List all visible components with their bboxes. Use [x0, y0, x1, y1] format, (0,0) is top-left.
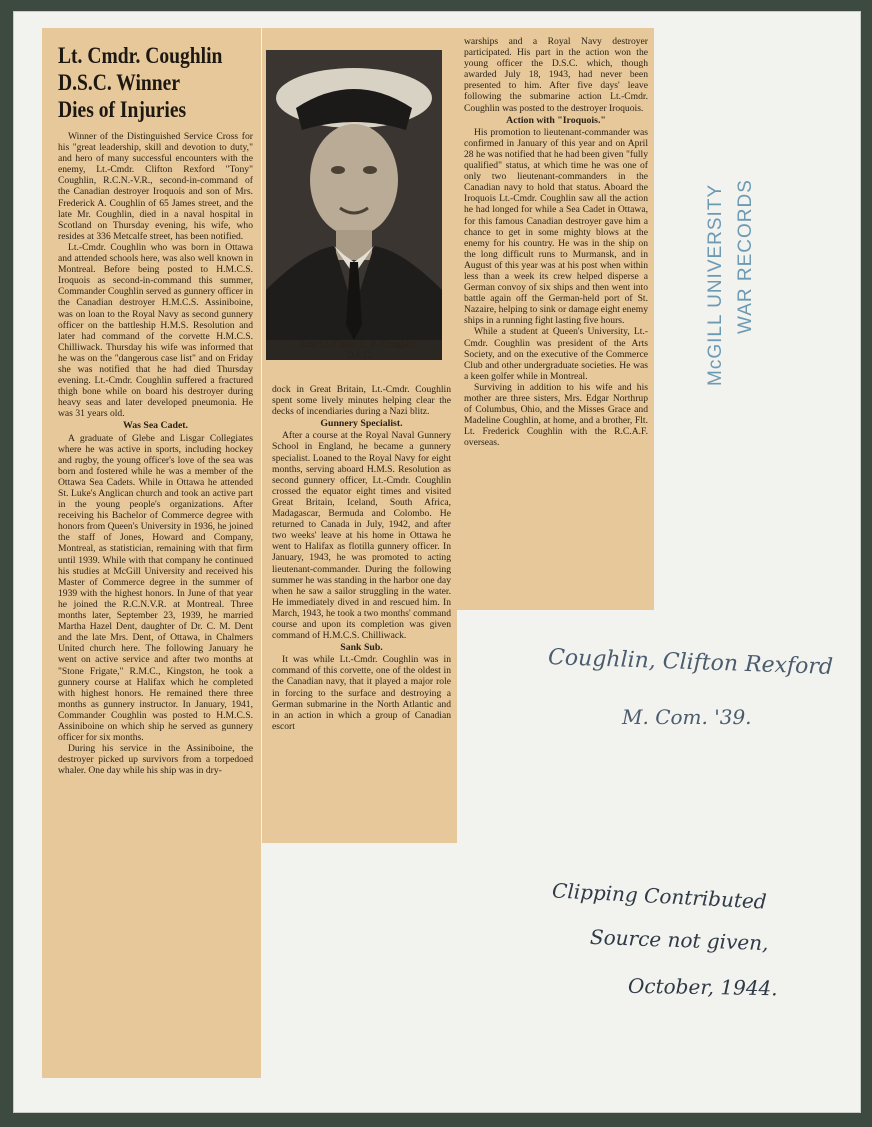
stamp-line-2: WAR RECORDS [735, 179, 756, 334]
paragraph: His promotion to lieutenant-commander was confirmed in January of this year and on April 28 he was notified that he had been given "fully qualified" status, at which time he was one of only two lieutenant-commanders in the Canadian navy to hold that status. Aboard the Iroquois Lt.-Cmdr. Coughlin saw all the action he had longed for while a Sea Cadet in Ottawa, for this famous Canadian destroyer gave him a chance to get in some mighty blows at the enemy for his country. He was in the ship on the long difficult runs to Murmansk, and in August of this year was at his post when within less than a week its crew helped disperse a German convoy of six ships and then went into battle again off the German-held port of St. Nazaire, helping to sink or damage eight enemy ships in a running fight lasting five hours. [464, 126, 648, 327]
handwritten-degree: M. Com. '39. [622, 705, 752, 729]
caption-line-2: D.S.C. [346, 351, 373, 361]
section-heading: Action with "Iroquois." [506, 114, 606, 126]
archive-stamp [700, 120, 780, 390]
article-column-3 [456, 28, 654, 610]
paragraph: It was while Lt.-Cmdr. Coughlin was in command of this corvette, one of the oldest in the Canadian navy, that it played a major role in forcing to the surface and destroying a German submarine in the North Atlantic and in an action in which a group of Canadian escort [272, 654, 451, 732]
headline-line-1: Lt. Cmdr. Coughlin [58, 43, 223, 68]
paragraph: Lt.-Cmdr. Coughlin who was born in Ottawa and attended schools here, was also well known in Montreal. Before being posted to H.M.C.S. Iroquois as second-in-command this summer, Commander Coughlin served as gunnery officer in the Canadian destroyer H.M.C.S. Assiniboine, was on loan to the Royal Navy as second gunnery officer on the battleship H.M.S. Resolution and later had command of the corvette H.M.C.S. Chilliwack. Thursday his wife was informed that he was on the "dangerous case list" and on Friday she was notified that he had died Thursday evening. Lt.-Cmdr. Coughlin suffered a fractured thigh bone while on board his destroyer during heavy seas and later developed pneumonia. He was 31 years old. [58, 241, 253, 420]
paragraph: A graduate of Glebe and Lisgar Collegiates where he was active in sports, including hockey and rugby, the young officer's love of the sea was born and fostered while he was a member of the Ottawa Sea Cadets. While in Ottawa he attended St. Luke's Anglican church and took an active part in the young people's organizations. After receiving his Bachelor of Commerce degree with honors from Queen's University in 1936, he joined the staff of Jones, Howard and Company, Montreal, as statistician, remaining with that firm until 1939. While with that company he continued his studies at McGill University and received his Master of Commerce degree in the summer of 1939 with the highest honors. In June of that year he joined the R.C.N.V.R. at Montreal. Three months later, September 23, 1939, he married Martha Hazel Dent, daughter of Dr. C. M. Dent and the late Mrs. Dent, of Ottawa, in Chalmers United church here. The following January he went on active service and after two months at "Stone Frigate," R.M.C., Kingston, he took a gunnery course at Halifax which he completed with highest honors. He remained there three months as gunnery instructor. In January, 1941, Commander Coughlin was posted to H.M.C.S. Assiniboine on which ship he served as gunnery officer for six months. [58, 432, 253, 744]
portrait-photo [266, 50, 442, 360]
photo-block [262, 28, 457, 378]
stamp-line-1: McGILL UNIVERSITY [705, 183, 726, 386]
paragraph: warships and a Royal Navy destroyer participated. His part in the action won the young officer the D.S.C. which, though awarded July 18, 1943, had never been presented to him. After five days' leave following the submarine action Lt.-Cmdr. Coughlin was posted to the destroyer Iroquois. [464, 36, 648, 114]
article-column-1 [42, 28, 261, 1078]
handwritten-note-line-1: Clipping Contributed [551, 878, 768, 914]
section-heading: Gunnery Specialist. [320, 418, 403, 430]
paragraph: Winner of the Distinguished Service Cross for his "great leadership, skill and devotion to duty," and hero of many successful encounters with the enemy, Lt.-Cmdr. Clifton Rexford "Tony" Coughlin, R.C.N.-V.R., second-in-command of the Canadian destroyer Iroquois and son of Mrs. Frederick A. Coughlin of 65 James street, and the late Mr. Coughlin, died in a naval hospital in Scotland on Thursday evening, his wife, who resides at 336 Metcalfe street, has been notified. [58, 131, 253, 242]
paragraph: Surviving in addition to his wife and his mother are three sisters, Mrs. Edgar Northrup of Columbus, Ohio, and the Misses Grace and Madeline Coughlin, at home, and a brother, Flt. Lt. Frederick Coughlin with the R.C.A.F. overseas. [464, 381, 648, 449]
paragraph: After a course at the Royal Naval Gunnery School in England, he became a gunnery specialist. Loaned to the Royal Navy for eight months, serving aboard H.M.S. Resolution as second gunnery officer, Lt.-Cmdr. Coughlin crossed the equator eight times and visited Great Britain, Iceland, South Africa, Madagascar, Bermuda and Colombo. He returned to Canada in July, 1942, and after two weeks' leave at his home in Ottawa he went to Halifax as flotilla gunnery officer. In January, 1943, he was promoted to acting lieutenant-commander. During the following summer he was standing in the harbor one day when he saw a sailor struggling in the water. He immediately dived in and rescued him. In March, 1943, he took a two months' command course and upon its completion was given command of H.M.C.S. Chilliwack. [272, 430, 451, 642]
article-column-2 [262, 378, 457, 843]
handwritten-note-line-2: Source not given, [589, 924, 769, 956]
photo-caption [262, 340, 457, 362]
section-heading: Was Sea Cadet. [122, 420, 189, 432]
article-headline [58, 42, 254, 123]
headline-line-2: D.S.C. Winner [58, 70, 181, 95]
handwritten-name: Coughlin, Clifton Rexford [547, 645, 834, 680]
paragraph: dock in Great Britain, Lt.-Cmdr. Coughlin spent some lively minutes helping clear the decks of incendiaries during a Nazi blitz. [272, 384, 451, 418]
handwritten-note-line-3: October, 1944. [627, 973, 778, 1001]
caption-line-1: Late Lt.-Cmdr. C. R. Coughlin, [300, 340, 419, 350]
portrait-illustration [266, 50, 442, 340]
paragraph: While a student at Queen's University, Lt.-Cmdr. Coughlin was president of the Arts Society, and on the executive of the Commerce Club and other undergraduate societies. He was a keen golfer while in Montreal. [464, 326, 648, 382]
paragraph: During his service in the Assiniboine, the destroyer picked up survivors from a torpedoed whaler. One day while his ship was in dry- [58, 743, 253, 777]
headline-line-3: Dies of Injuries [58, 97, 187, 122]
section-heading: Sank Sub. [340, 642, 383, 654]
